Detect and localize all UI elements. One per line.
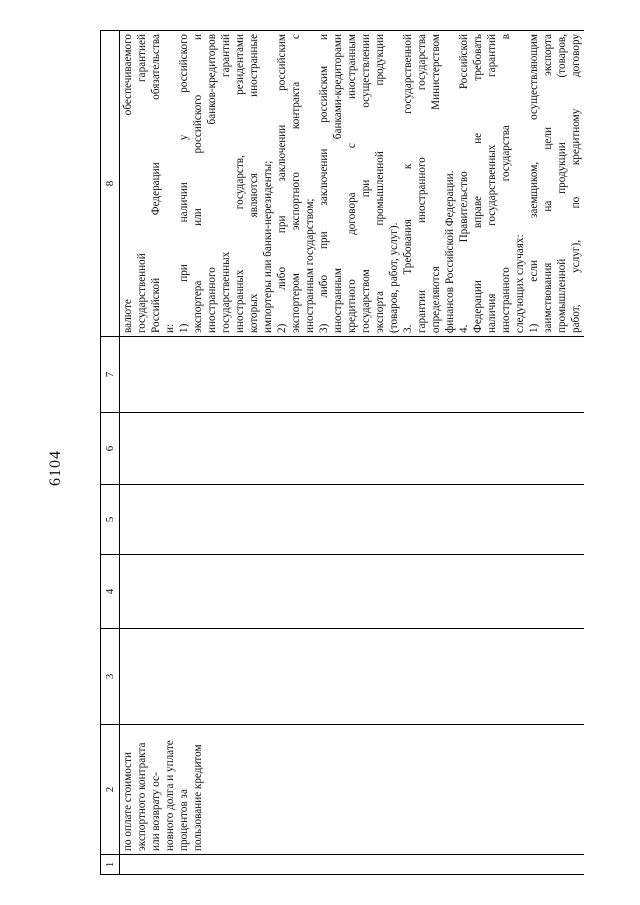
- cell-col-4: [120, 555, 585, 629]
- text-line: экспортером экспортного контракта с: [290, 34, 302, 333]
- text-line: финансов Российской Федерации.: [444, 170, 456, 333]
- cell-col-8: [120, 31, 585, 337]
- text-line: экспорта промышленной продукции: [374, 34, 386, 333]
- cell-col-6: [120, 413, 585, 485]
- text-line: иностранного государства в: [500, 34, 512, 333]
- column-header-1: 1: [101, 855, 120, 875]
- cell-col-2: по оплате стоимости экспортного контракта или возврату ос- новного долга и уплате процентов за пользование кредитом: [120, 725, 585, 855]
- text-line: государственных гарантий: [220, 34, 232, 333]
- text-line: 3. Требования к государственной: [402, 34, 414, 333]
- text-line: 2) либо при заключении российским: [276, 34, 288, 333]
- column-header-8: 8: [101, 31, 120, 337]
- column-header-3: 3: [101, 629, 120, 725]
- text-line: иностранным банками-кредиторами: [332, 34, 344, 333]
- text-line: наличия государственных гарантий: [486, 34, 498, 333]
- cell-col-1: [120, 855, 585, 875]
- cell-col-3: [120, 629, 585, 725]
- text-line: 4. Правительство Российской: [458, 34, 470, 333]
- cell-col-5: [120, 485, 585, 555]
- text-line: 1) при наличии у российского: [178, 34, 190, 333]
- rotated-table-container: [100, 30, 620, 875]
- text-line: экспортера или российского и: [192, 34, 204, 333]
- text-line: которых являются иностранные: [248, 34, 260, 333]
- text-line: и:: [164, 323, 176, 333]
- column-header-5: 5: [101, 485, 120, 555]
- text-line: промышленной продукции (товаров,: [556, 34, 568, 333]
- column-header-6: 6: [101, 413, 120, 485]
- text-line: иностранного банков-кредиторов: [206, 34, 218, 333]
- text-line: государством при осуществлении: [360, 34, 372, 333]
- page-number: 6104: [47, 450, 64, 486]
- text-line: следующих случаях:: [514, 234, 526, 333]
- column-header-4: 4: [101, 555, 120, 629]
- text-line: иностранных государств, резидентами: [234, 34, 246, 333]
- text-line: импортеры или банки-нерезиденты;: [262, 160, 274, 333]
- column-header-2: 2: [101, 725, 120, 855]
- text-line: иностранным государством;: [304, 198, 316, 333]
- text-line: работ, услуг), по кредитному договору: [570, 34, 582, 333]
- table-row: [120, 31, 585, 875]
- continuation-table: [100, 30, 584, 875]
- text-line: (товаров, работ, услуг).: [388, 222, 400, 333]
- header-row: [101, 31, 120, 875]
- text-line: Российской Федерации обязательства: [150, 34, 162, 333]
- text-line: заимствования на цели экспорта: [542, 34, 554, 333]
- text-line: 3) либо при заключении российским и: [318, 34, 330, 333]
- text-line: государственной гарантией: [136, 34, 148, 333]
- text-line: Федерации вправе не требовать: [472, 34, 484, 333]
- cell-col-7: [120, 337, 585, 413]
- text-line: 1) если заемщиком, осуществляющим: [528, 34, 540, 333]
- text-line: гарантии иностранного государства: [416, 34, 428, 333]
- text-line: кредитного договора с иностранным: [346, 34, 358, 333]
- text-line: валюте обеспечиваемого: [122, 34, 134, 333]
- text-line: определяются Министерством: [430, 34, 442, 333]
- column-header-7: 7: [101, 337, 120, 413]
